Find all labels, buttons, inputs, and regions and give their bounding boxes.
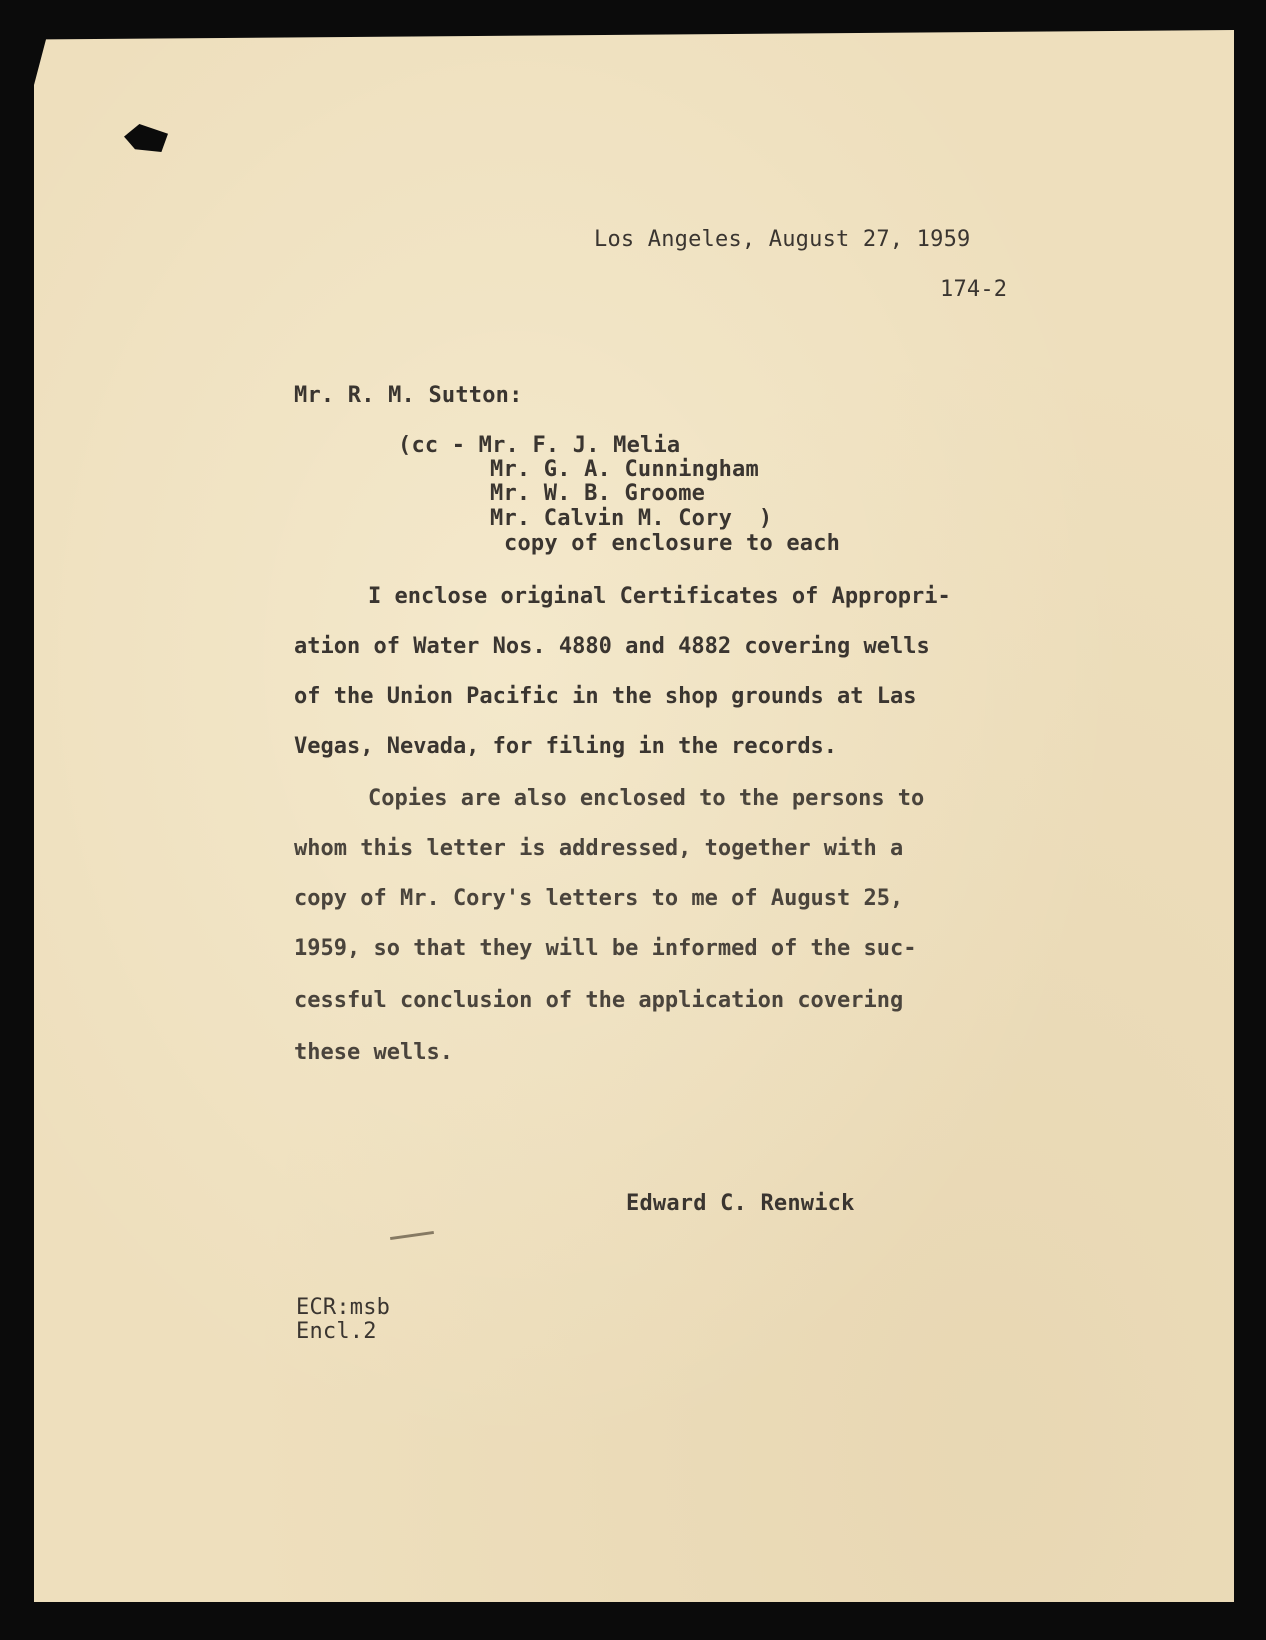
signature: Edward C. Renwick (626, 1191, 855, 1216)
paragraph1-line3: of the Union Pacific in the shop grounds at Las (294, 684, 917, 709)
paragraph2-line3: copy of Mr. Cory's letters to me of August 25, (294, 886, 904, 911)
cc-line-3: Mr. W. B. Groome (490, 481, 706, 506)
paragraph1-line2: ation of Water Nos. 4880 and 4882 covering wells (294, 634, 930, 659)
paragraph1-line1: I enclose original Certificates of Appropri- (368, 584, 951, 609)
paragraph2-line5: cessful conclusion of the application covering (294, 988, 904, 1013)
paper-sheet (34, 30, 1234, 1602)
paragraph2-line6: these wells. (294, 1040, 453, 1065)
date-line: Los Angeles, August 27, 1959 (594, 227, 971, 252)
cc-line-4: Mr. Calvin M. Cory ) (490, 506, 773, 531)
enclosure-note: Encl.2 (296, 1319, 377, 1344)
paragraph1-line4: Vegas, Nevada, for filing in the records. (294, 734, 838, 759)
cc-line-1: (cc - Mr. F. J. Melia (398, 433, 681, 458)
paragraph2-line4: 1959, so that they will be informed of the suc- (294, 936, 917, 961)
cc-line-2: Mr. G. A. Cunningham (490, 457, 759, 482)
paragraph2-line1: Copies are also enclosed to the persons to (368, 786, 925, 811)
paragraph2-line2: whom this letter is addressed, together with a (294, 836, 904, 861)
reference-initials: ECR:msb (296, 1295, 391, 1320)
file-number: 174-2 (940, 277, 1008, 302)
cc-line-5: copy of enclosure to each (504, 531, 841, 556)
salutation: Mr. R. M. Sutton: (294, 383, 523, 408)
